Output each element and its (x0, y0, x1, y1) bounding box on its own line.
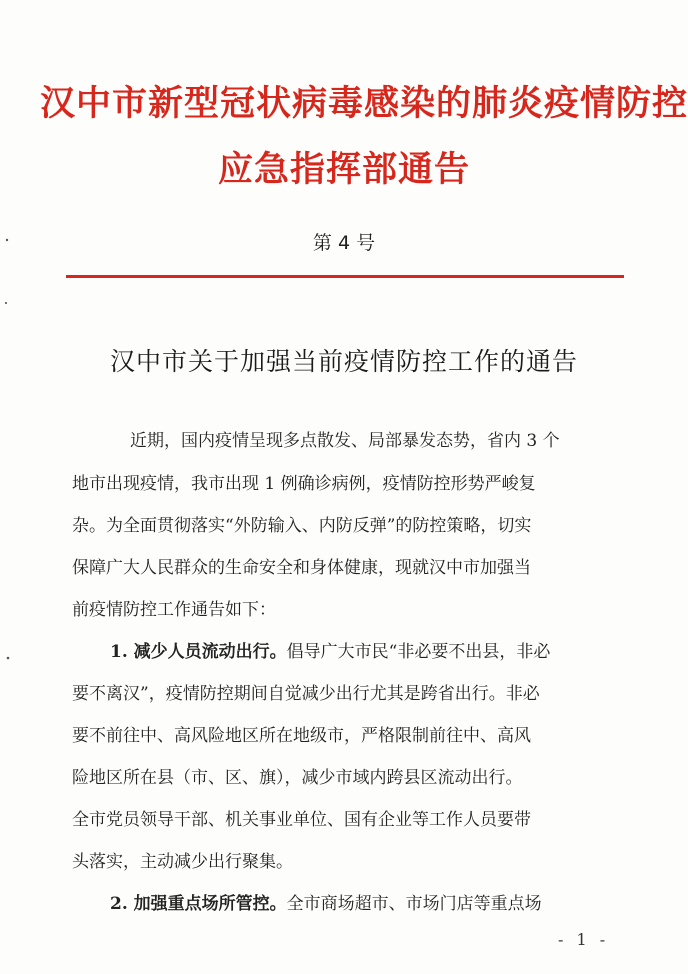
notice-title: 汉中市关于加强当前疫情防控工作的通告 (109, 347, 578, 376)
item-1-line-4: 险地区所在县（市、区、旗），减少市域内跨县区流动出行。 (72, 768, 523, 788)
red-divider-rule (66, 275, 624, 278)
item-1-first-line (110, 637, 550, 662)
item-1-line-2: 要不离汉”，疫情防控期间自觉减少出行尤其是跨省出行。非必 (72, 684, 540, 704)
body-line-4: 保障广大人民群众的生命安全和身体健康，现就汉中市加强当 (72, 558, 531, 578)
item-2-first-line (110, 889, 542, 914)
red-header-title-line-1: 汉中市新型冠状病毒感染的肺炎疫情防控 (40, 83, 688, 124)
body-line-1: 近期，国内疫情呈现多点散发、局部暴发态势，省内 3 个 (130, 431, 560, 451)
red-header-title-line-2: 应急指挥部通告 (217, 149, 470, 190)
item-2-heading: 2. 加强重点场所管控。 (110, 894, 287, 914)
item-1-line-5: 全市党员领导干部、机关事业单位、国有企业等工作人员要带 (72, 810, 531, 830)
item-1-first-line-rest: 倡导广大市民“非必要不出县，非必 (286, 642, 551, 662)
item-1-line-3: 要不前往中、高风险地区所在地级市，严格限制前往中、高风 (72, 726, 531, 746)
body-line-3: 杂。为全面贯彻落实“外防输入、内防反弹”的防控策略，切实 (72, 516, 532, 536)
page-number: - 1 - (558, 930, 610, 949)
item-1-heading: 1. 减少人员流动出行。 (110, 642, 287, 662)
item-1-line-6: 头落实，主动减少出行聚集。 (72, 852, 293, 872)
body-line-2: 地市出现疫情，我市出现 1 例确诊病例，疫情防控形势严峻复 (72, 474, 536, 494)
document-number: 第 4 号 (312, 232, 376, 254)
item-2-first-line-rest: 全市商场超市、市场门店等重点场 (286, 894, 542, 914)
body-line-5: 前疫情防控工作通告如下： (72, 600, 276, 620)
